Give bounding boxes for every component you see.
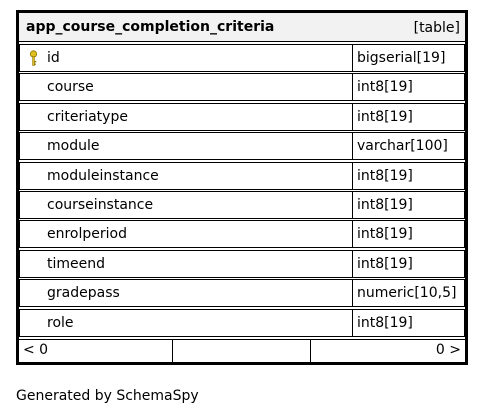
table-footer xyxy=(19,339,465,362)
column-type-cell xyxy=(353,73,465,101)
column-name: enrolperiod xyxy=(47,226,127,243)
column-type-cell xyxy=(353,250,465,278)
column-type: int8[19] xyxy=(357,108,413,125)
column-type-cell xyxy=(353,279,465,307)
table-kind: [table] xyxy=(413,20,460,36)
children-count: 0 > xyxy=(435,341,461,358)
column-name-cell xyxy=(19,44,353,72)
column-name: criteriatype xyxy=(47,108,128,125)
column-type: numeric[10,5] xyxy=(357,285,457,302)
column-row-course xyxy=(19,73,465,101)
column-name: id xyxy=(47,50,60,66)
table-name: app_course_completion_criteria xyxy=(26,19,275,35)
children-count-cell xyxy=(311,340,465,362)
column-row-criteriatype xyxy=(19,103,465,131)
column-name-cell xyxy=(19,250,353,278)
column-name-cell xyxy=(19,220,353,248)
column-type: int8[19] xyxy=(357,255,413,272)
column-name: role xyxy=(47,314,74,331)
parents-count: < 0 xyxy=(23,341,49,358)
column-name-cell xyxy=(19,162,353,190)
column-name-cell xyxy=(19,279,353,307)
column-type: int8[19] xyxy=(357,79,413,96)
footer-spacer-cell xyxy=(173,340,311,362)
column-type-cell xyxy=(353,191,465,219)
table-header xyxy=(19,13,465,42)
column-row-enrolperiod xyxy=(19,220,465,248)
column-name: course xyxy=(47,79,94,96)
table-entity xyxy=(16,10,468,365)
parents-count-cell xyxy=(19,340,173,362)
column-name: courseinstance xyxy=(47,196,154,213)
column-type: bigserial[19] xyxy=(357,50,446,66)
column-name: module xyxy=(47,138,100,155)
column-type: int8[19] xyxy=(357,196,413,213)
column-type-cell xyxy=(353,220,465,248)
column-name: moduleinstance xyxy=(47,167,159,184)
primary-key-icon xyxy=(29,50,38,67)
column-row-courseinstance xyxy=(19,191,465,219)
column-row-moduleinstance xyxy=(19,162,465,190)
column-name-cell xyxy=(19,191,353,219)
column-row-timeend xyxy=(19,250,465,278)
column-row-id xyxy=(19,44,465,72)
column-type-cell xyxy=(353,132,465,160)
column-name-cell xyxy=(19,73,353,101)
column-name-cell xyxy=(19,103,353,131)
column-type-cell xyxy=(353,103,465,131)
column-row-module xyxy=(19,132,465,160)
column-type: varchar[100] xyxy=(357,138,448,155)
column-type: int8[19] xyxy=(357,314,413,331)
column-row-gradepass xyxy=(19,279,465,307)
column-name-cell xyxy=(19,132,353,160)
column-name: gradepass xyxy=(47,285,120,302)
column-name-cell xyxy=(19,309,353,337)
column-type-cell xyxy=(353,162,465,190)
column-list xyxy=(19,42,465,339)
column-type: int8[19] xyxy=(357,167,413,184)
column-row-role xyxy=(19,309,465,337)
generated-by-caption: Generated by SchemaSpy xyxy=(16,388,199,404)
column-type-cell xyxy=(353,309,465,337)
column-type: int8[19] xyxy=(357,226,413,243)
column-name: timeend xyxy=(47,255,106,272)
column-type-cell xyxy=(353,44,465,72)
